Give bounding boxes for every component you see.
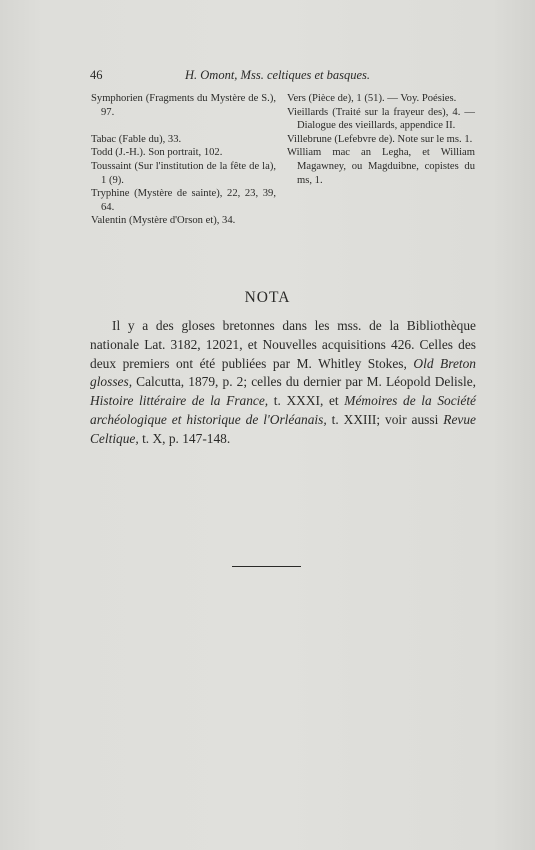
index-entry: Symphorien (Fragments du Mystère de S.), 97.: [91, 93, 276, 118]
running-title: H. Omont, Mss. celtiques et basques.: [185, 68, 371, 82]
index-entry: Vieillards (Traité sur la frayeur des), 4. — Dialogue des vieillards, appendice II.: [287, 106, 475, 132]
index-entry: Toussaint (Sur l'institution de la fête de la), 1 (9).: [91, 160, 276, 186]
index-entry: Valentin (Mystère d'Orson et), 34.: [91, 215, 236, 227]
index-entry: Vers (Pièce de), 1 (51). — Voy. Poésies.: [287, 93, 457, 104]
index-entry: Tabac (Fable du), 33.: [91, 133, 182, 145]
index-gap: [91, 119, 276, 133]
nota-heading: NOTA: [244, 289, 291, 306]
nota-text: Il y a des gloses bretonnes dans les mss. de la Bibliothèque nationale Lat. 3182, 12021, et Nouvelles acquisitions 426. Celles des deux premiers ont été publiées par M. Whitley Stokes,: [90, 318, 476, 371]
index-entry: William mac an Legha, et William Magawney, ou Magduibne, copistes du ms, 1.: [287, 147, 475, 186]
nota-text: t. XXIII; voir aussi: [326, 411, 444, 427]
index-column-left: [91, 92, 276, 228]
index-entry: Tryphine (Mystère de sainte), 22, 23, 39, 64.: [91, 188, 276, 213]
index-column-right: [287, 92, 475, 187]
running-header: [90, 68, 475, 86]
end-rule: [232, 566, 301, 567]
nota-text: t. X, p. 147-148.: [138, 430, 231, 446]
nota-text: Calcutta, 1879, p. 2; celles du dernier par M. Léopold Delisle,: [132, 374, 476, 390]
index-entry: Todd (J.-H.). Son portrait, 102.: [91, 147, 223, 159]
nota-citation: Mémoires de la Société archéologique et historique de l'Orléanais,: [90, 393, 476, 427]
page-number: 46: [90, 68, 103, 82]
nota-citation: Old Breton glosses,: [90, 355, 476, 390]
nota-text: t. XXXI, et: [268, 393, 345, 409]
index-entry: Villebrune (Lefebvre de). Note sur le ms. 1.: [287, 133, 473, 145]
nota-citation: Revue Celtique,: [90, 411, 476, 446]
nota-paragraph: [90, 317, 476, 449]
nota-citation: Histoire littéraire de la France,: [90, 393, 269, 409]
